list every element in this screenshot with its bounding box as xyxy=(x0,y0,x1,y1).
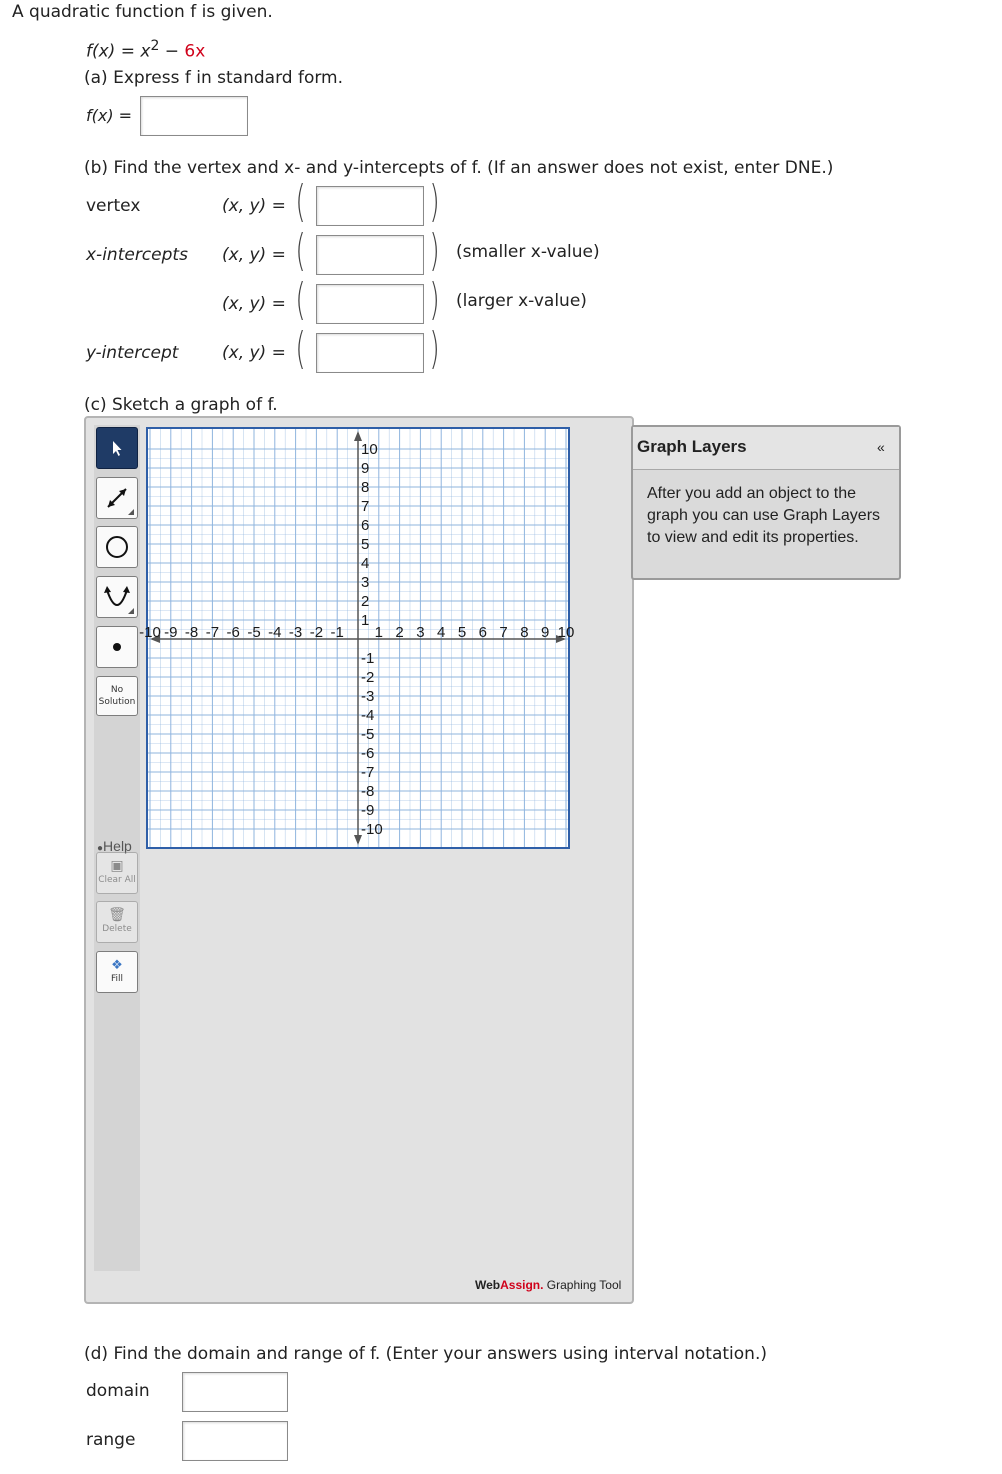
x-tick-label: -3 xyxy=(288,624,303,641)
y-tick-label: -6 xyxy=(361,745,375,762)
x-tick-label: -9 xyxy=(164,624,178,641)
function-definition: $f(x) = x^2 - 6x$ xyxy=(86,38,206,62)
help-link[interactable]: ●Help xyxy=(97,838,132,854)
graph-layers-title: Graph Layers xyxy=(637,437,747,456)
graph-layers-panel xyxy=(631,425,901,580)
webassign-brand: WebAssign. Graphing Tool xyxy=(475,1278,622,1292)
x-tick-label: 5 xyxy=(457,624,467,641)
delete-button[interactable]: 🗑 Delete xyxy=(96,901,138,943)
coordinate-grid[interactable] xyxy=(139,429,575,847)
x-tick-label: 8 xyxy=(520,624,529,641)
graph-layers-header[interactable] xyxy=(633,427,899,470)
pointer-arrow-icon xyxy=(109,439,125,457)
y-tick-label: -1 xyxy=(361,650,375,667)
intro-text: A quadratic function f is given. xyxy=(12,2,273,22)
domain-input[interactable] xyxy=(182,1372,288,1412)
x-tick-label: 10 xyxy=(557,624,575,641)
x-tick-label: 1 xyxy=(374,624,383,641)
x-tick-label: 4 xyxy=(437,624,446,641)
fill-button[interactable]: ❖ Fill xyxy=(96,951,138,993)
x-tick-label: 6 xyxy=(478,624,487,641)
collapse-icon[interactable]: « xyxy=(877,439,885,455)
y-tick-label: 6 xyxy=(361,517,370,534)
x-tick-label: -4 xyxy=(268,624,282,641)
y-tick-label: -8 xyxy=(361,783,375,800)
domain-label: domain xyxy=(86,1381,150,1401)
y-tick-label: -5 xyxy=(361,726,375,743)
part-a-label: f(x) = xyxy=(86,106,133,125)
x-tick-label: 2 xyxy=(395,624,404,641)
close-paren: ) xyxy=(429,176,440,227)
x-intercept-smaller-input[interactable] xyxy=(316,235,424,275)
part-a-prompt: (a) Express f in standard form. xyxy=(84,68,344,88)
y-tick-label: -9 xyxy=(361,802,375,819)
line-tool-button[interactable] xyxy=(96,477,138,519)
circle-tool-icon xyxy=(102,532,132,562)
vertex-label: vertex xyxy=(86,196,141,216)
x-tick-label: -10 xyxy=(139,624,161,641)
y-tick-label: -10 xyxy=(361,821,383,838)
graph-canvas[interactable] xyxy=(139,427,575,849)
x-tick-label: 3 xyxy=(416,624,425,641)
part-b-prompt: (b) Find the vertex and x- and y-intercepts of f. (If an answer does not exist, enter DNE.) xyxy=(84,158,834,178)
y-tick-label: 2 xyxy=(361,593,370,610)
select-tool-button[interactable] xyxy=(96,427,138,469)
x-tick-label: 7 xyxy=(499,624,508,641)
y-tick-label: 4 xyxy=(361,555,370,572)
help-icon: ● xyxy=(97,843,104,854)
part-d-prompt: (d) Find the domain and range of f. (Enter your answers using interval notation.) xyxy=(84,1344,767,1364)
y-axis-arrow-up xyxy=(354,431,362,441)
y-tick-label: 8 xyxy=(361,479,370,496)
paint-bucket-icon: ❖ xyxy=(111,957,123,973)
y-tick-label: -7 xyxy=(361,764,375,781)
x-intercept-larger-input[interactable] xyxy=(316,284,424,324)
open-paren: ( xyxy=(295,323,306,374)
y-intercept-coord-label: (x, y) = xyxy=(222,343,286,363)
close-paren: ) xyxy=(429,225,440,276)
x-tick-label: 9 xyxy=(541,624,550,641)
x-intercepts-label: x-intercepts xyxy=(86,245,188,265)
parabola-tool-button[interactable] xyxy=(96,576,138,618)
y-tick-label: 3 xyxy=(361,574,370,591)
x-tick-label: -1 xyxy=(330,624,344,641)
no-solution-button[interactable]: No Solution xyxy=(96,676,138,716)
point-tool-button[interactable] xyxy=(96,626,138,668)
clear-all-button[interactable]: ▣ Clear All xyxy=(96,852,138,894)
open-paren: ( xyxy=(295,225,306,276)
parabola-tool-icon xyxy=(100,580,134,614)
y-tick-label: -2 xyxy=(361,669,375,686)
x-intercept-larger-coord-label: (x, y) = xyxy=(222,294,286,314)
y-tick-label: -3 xyxy=(361,688,375,705)
vertex-input[interactable] xyxy=(316,186,424,226)
line-tool-icon xyxy=(100,481,134,515)
x-intercept-smaller-coord-label: (x, y) = xyxy=(222,245,286,265)
y-tick-label: 5 xyxy=(361,536,370,553)
y-tick-label: 7 xyxy=(361,498,370,515)
x-tick-label: -6 xyxy=(226,624,240,641)
circle-tool-button[interactable] xyxy=(96,526,138,568)
y-tick-label: 9 xyxy=(361,460,370,477)
close-paren: ) xyxy=(429,323,440,374)
x-tick-label: -8 xyxy=(184,624,199,641)
y-tick-label: 1 xyxy=(361,612,370,629)
y-intercept-label: y-intercept xyxy=(86,343,179,363)
point-tool-icon xyxy=(110,640,124,654)
range-input[interactable] xyxy=(182,1421,288,1461)
clear-all-icon: ▣ xyxy=(110,858,124,874)
standard-form-input[interactable] xyxy=(140,96,248,136)
y-tick-label: 10 xyxy=(361,441,378,458)
y-tick-label: -4 xyxy=(361,707,375,724)
smaller-x-note: (smaller x-value) xyxy=(456,242,600,262)
y-intercept-input[interactable] xyxy=(316,333,424,373)
open-paren: ( xyxy=(295,176,306,227)
part-c-prompt: (c) Sketch a graph of f. xyxy=(84,395,278,415)
range-label: range xyxy=(86,1430,136,1450)
x-tick-label: -2 xyxy=(309,624,324,641)
graph-layers-description: After you add an object to the graph you can use Graph Layers to view and edit its properties. xyxy=(647,485,881,546)
open-paren: ( xyxy=(295,274,306,325)
x-tick-label: -5 xyxy=(247,624,261,641)
trash-icon: 🗑 xyxy=(108,907,126,923)
close-paren: ) xyxy=(429,274,440,325)
vertex-coord-label: (x, y) = xyxy=(222,196,286,216)
larger-x-note: (larger x-value) xyxy=(456,291,587,311)
x-tick-label: -7 xyxy=(205,624,220,641)
